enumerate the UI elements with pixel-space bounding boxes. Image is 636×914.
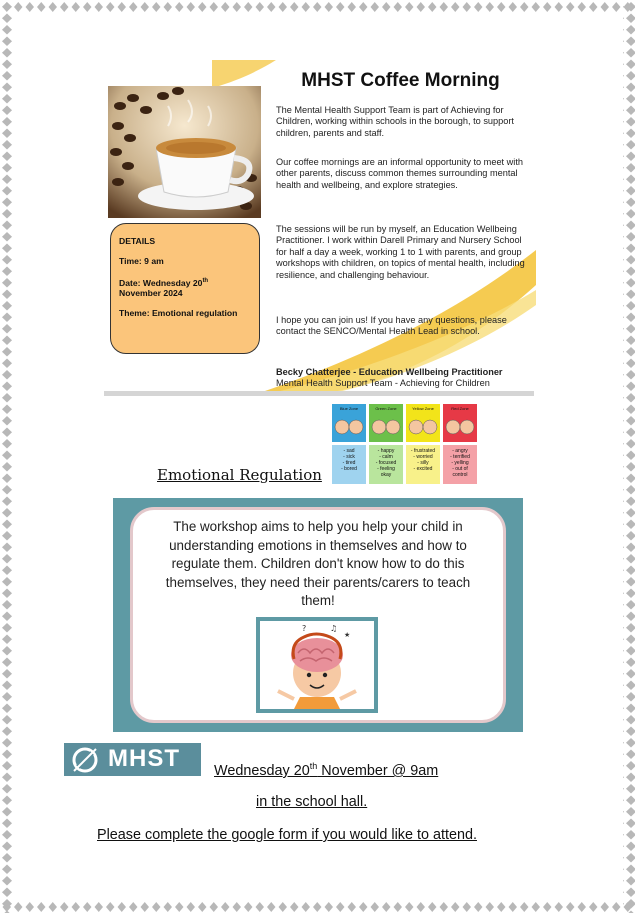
- mhst-logo-text: MHST: [108, 745, 180, 772]
- zone-blue-header: Blue Zone: [339, 406, 359, 411]
- svg-text:★: ★: [344, 631, 351, 639]
- divider: [104, 391, 534, 396]
- footer-cta: Please complete the google form if you would like to attend.: [97, 827, 477, 843]
- zone-yellow-header: Yellow Zone: [412, 406, 434, 411]
- mhst-logo-mark: [68, 743, 104, 776]
- zones-chart: [332, 404, 477, 484]
- poster-title: MHST Coffee Morning: [301, 70, 500, 91]
- details-box: [110, 223, 260, 354]
- zone-red-header: Red Zone: [451, 406, 469, 411]
- brain-illustration-frame: [256, 617, 378, 713]
- sessions-paragraph: The sessions will be run by myself, an Education Wellbeing Practitioner. I work within Darell Primary and Nursery School for half a day a week, working 1 to 1 with parents, and group workshops with children, on topics of mental health, including resilience, and challenging behaviour.: [276, 224, 525, 280]
- emotional-regulation-heading: Emotional Regulation: [157, 466, 322, 484]
- contact-paragraph: I hope you can join us! If you have any questions, please contact the SENCO/Mental Health Lead in school.: [276, 315, 507, 337]
- workshop-text: The workshop aims to help you help your child in understanding emotions in themselves and how to regulate them. Children don't know how to do this themselves, they need their parents/carers to teach them!: [165, 519, 471, 609]
- zone-red-items: - angry - terrified - yelling - out of control: [450, 448, 470, 478]
- footer-location: in the school hall.: [256, 794, 368, 810]
- footer-date: Wednesday 20th November @ 9am: [214, 761, 439, 779]
- zone-yellow-items: - frustrated - worried - silly - excited: [410, 448, 436, 472]
- details-heading: DETAILS: [119, 236, 156, 246]
- signature: Becky Chatterjee - Education Wellbeing Practitioner Mental Health Support Team - Achieving for Children: [276, 367, 503, 389]
- child-brain-illustration: [260, 621, 374, 709]
- zone-green-items: - happy - calm - focused - feeling okay: [375, 448, 397, 478]
- svg-text:♫: ♫: [330, 624, 338, 633]
- details-time: Time: 9 am: [119, 255, 164, 266]
- zone-green-header: Green Zone: [375, 406, 397, 411]
- svg-text:?: ?: [302, 624, 307, 633]
- coffee-morning-paragraph: Our coffee mornings are an informal opportunity to meet with other parents, discuss common themes surrounding mental health and wellbeing, and explore strategies.: [276, 157, 523, 190]
- details-theme: Theme: Emotional regulation: [119, 308, 238, 319]
- intro-paragraph: The Mental Health Support Team is part of Achieving for Children, working within schools in the borough, to support children, parents and staff.: [276, 105, 514, 138]
- zone-blue-items: - sad - sick - tired - bored: [341, 448, 357, 472]
- details-date: Date: Wednesday 20th November 2024: [119, 277, 209, 299]
- coffee-photo: [108, 86, 261, 218]
